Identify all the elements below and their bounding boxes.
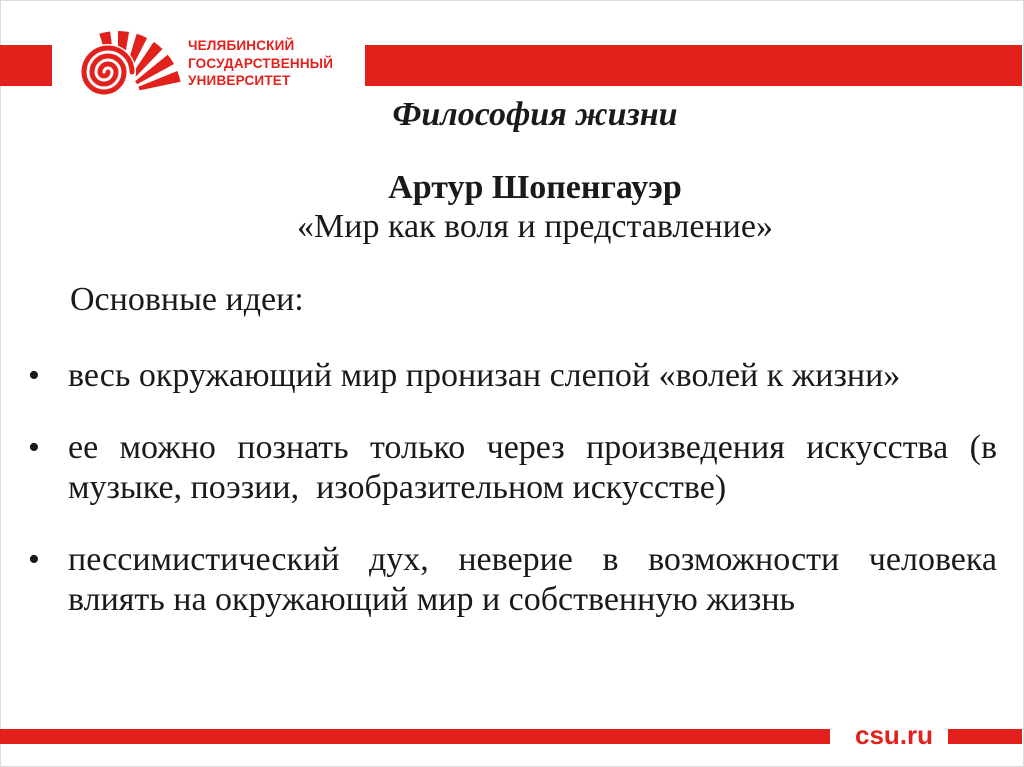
bullet-text [68,540,997,620]
bullet-text-line: музыке, поэзии, изобразительном искусстве) [68,469,727,506]
university-name-line: ЧЕЛЯБИНСКИЙ [188,38,295,53]
university-logo-icon [78,28,184,100]
slide-title: Философия жизни [392,96,678,133]
bullet-mark: • [28,357,40,394]
header-bar-right [365,45,1022,86]
university-name-line: ГОСУДАРСТВЕННЫЙ [188,55,334,71]
footer-bar-right [948,729,1022,744]
work-title: «Мир как воля и представление» [297,208,773,245]
bullet-text-line: влиять на окружающий мир и собственную жизнь [68,581,796,618]
bullet-mark: • [28,541,40,578]
ideas-heading: Основные идеи: [70,281,304,318]
footer-site-label: csu.ru [855,720,934,750]
bullet-text-line: пессимистический дух, неверие в возможности человека [68,541,997,578]
author-name: Артур Шопенгауэр [388,169,682,206]
university-name [188,37,333,90]
bullet-text [68,356,997,396]
bullet-text-line: ее можно познать только через произведения искусства (в [68,429,997,466]
footer-bar-left [0,729,830,744]
bullet-text [68,428,997,508]
university-name-line: УНИВЕРСИТЕТ [188,73,291,88]
bullet-mark: • [28,429,40,466]
bullet-text-line: весь окружающий мир пронизан слепой «волей к жизни» [68,357,901,394]
header-bar-left [0,45,52,86]
